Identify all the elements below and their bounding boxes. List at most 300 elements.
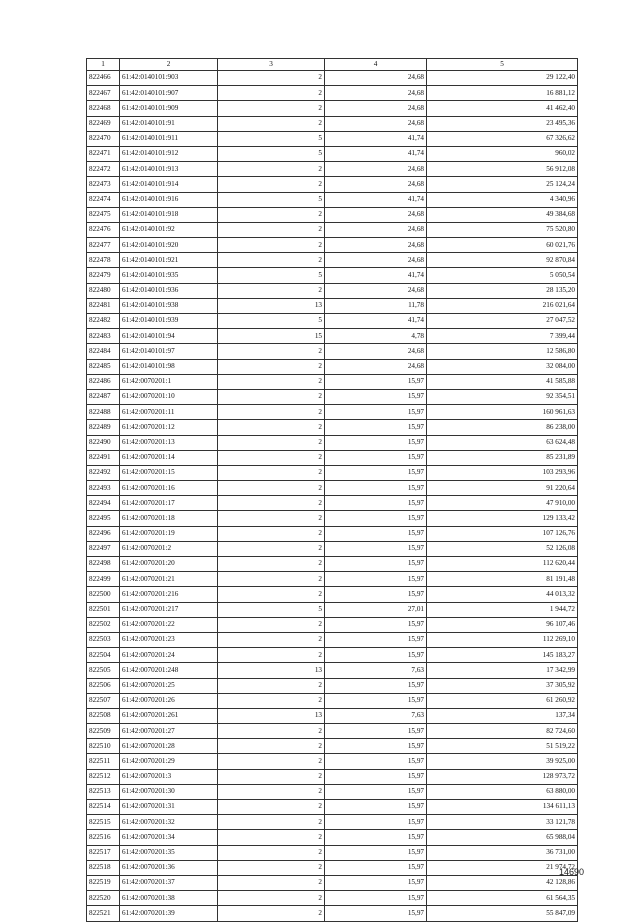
cadastral-number-cell: 61:42:0070201:261 (120, 708, 218, 723)
row-number-cell: 822470 (87, 131, 120, 146)
amount-cell: 61 260,92 (427, 693, 578, 708)
count-cell: 2 (218, 450, 325, 465)
amount-cell: 25 124,24 (427, 177, 578, 192)
row-number-cell: 822501 (87, 602, 120, 617)
table-row (87, 784, 578, 799)
cadastral-number-cell: 61:42:0070201:217 (120, 602, 218, 617)
table-row (87, 192, 578, 207)
count-cell: 2 (218, 541, 325, 556)
count-cell: 2 (218, 557, 325, 572)
cadastral-number-cell: 61:42:0070201:16 (120, 481, 218, 496)
row-number-cell: 822484 (87, 344, 120, 359)
table-row (87, 815, 578, 830)
amount-cell: 129 133,42 (427, 511, 578, 526)
rate-cell: 15,97 (325, 405, 427, 420)
count-cell: 2 (218, 754, 325, 769)
count-cell: 2 (218, 860, 325, 875)
count-cell: 2 (218, 678, 325, 693)
amount-cell: 52 126,08 (427, 541, 578, 556)
row-number-cell: 822477 (87, 238, 120, 253)
rate-cell: 15,97 (325, 830, 427, 845)
amount-cell: 41 462,40 (427, 101, 578, 116)
table-row (87, 769, 578, 784)
count-cell: 2 (218, 891, 325, 906)
amount-cell: 16 881,12 (427, 86, 578, 101)
table-row (87, 754, 578, 769)
amount-cell: 49 384,68 (427, 207, 578, 222)
row-number-cell: 822494 (87, 496, 120, 511)
rate-cell: 24,68 (325, 344, 427, 359)
amount-cell: 29 122,40 (427, 71, 578, 86)
count-cell: 5 (218, 268, 325, 283)
table-row (87, 222, 578, 237)
rate-cell: 15,97 (325, 800, 427, 815)
amount-cell: 85 231,89 (427, 450, 578, 465)
count-cell: 5 (218, 131, 325, 146)
table-row (87, 526, 578, 541)
cadastral-number-cell: 61:42:0070201:36 (120, 860, 218, 875)
amount-cell: 92 354,51 (427, 389, 578, 404)
cadastral-number-cell: 61:42:0140101:94 (120, 329, 218, 344)
table-row (87, 708, 578, 723)
rate-cell: 24,68 (325, 177, 427, 192)
cadastral-number-cell: 61:42:0070201:37 (120, 875, 218, 890)
row-number-cell: 822498 (87, 557, 120, 572)
row-number-cell: 822480 (87, 283, 120, 298)
cadastral-number-cell: 61:42:0070201:216 (120, 587, 218, 602)
table-row (87, 465, 578, 480)
cadastral-number-cell: 61:42:0140101:916 (120, 192, 218, 207)
row-number-cell: 822486 (87, 374, 120, 389)
cadastral-number-cell: 61:42:0070201:24 (120, 648, 218, 663)
count-cell: 2 (218, 511, 325, 526)
rate-cell: 15,97 (325, 572, 427, 587)
amount-cell: 63 624,48 (427, 435, 578, 450)
table-row (87, 739, 578, 754)
rate-cell: 41,74 (325, 192, 427, 207)
rate-cell: 24,68 (325, 101, 427, 116)
count-cell: 2 (218, 800, 325, 815)
row-number-cell: 822520 (87, 891, 120, 906)
count-cell: 2 (218, 587, 325, 602)
column-header-2: 2 (120, 59, 218, 71)
cadastral-number-cell: 61:42:0070201:22 (120, 617, 218, 632)
cadastral-number-cell: 61:42:0070201:248 (120, 663, 218, 678)
cadastral-number-cell: 61:42:0140101:91 (120, 116, 218, 131)
rate-cell: 15,97 (325, 860, 427, 875)
page-number: 14690 (558, 867, 584, 877)
table-row (87, 800, 578, 815)
cadastral-number-cell: 61:42:0070201:38 (120, 891, 218, 906)
cadastral-number-cell: 61:42:0070201:18 (120, 511, 218, 526)
table-row (87, 359, 578, 374)
cadastral-number-cell: 61:42:0140101:903 (120, 71, 218, 86)
row-number-cell: 822519 (87, 875, 120, 890)
row-number-cell: 822471 (87, 146, 120, 161)
rate-cell: 15,97 (325, 906, 427, 921)
cadastral-number-cell: 61:42:0070201:30 (120, 784, 218, 799)
table-row (87, 557, 578, 572)
count-cell: 5 (218, 314, 325, 329)
data-table (86, 58, 578, 922)
count-cell: 5 (218, 192, 325, 207)
cadastral-number-cell: 61:42:0140101:912 (120, 146, 218, 161)
count-cell: 2 (218, 632, 325, 647)
cadastral-number-cell: 61:42:0070201:34 (120, 830, 218, 845)
row-number-cell: 822473 (87, 177, 120, 192)
table-row (87, 86, 578, 101)
cadastral-number-cell: 61:42:0140101:914 (120, 177, 218, 192)
row-number-cell: 822513 (87, 784, 120, 799)
count-cell: 2 (218, 86, 325, 101)
rate-cell: 15,97 (325, 511, 427, 526)
rate-cell: 15,97 (325, 678, 427, 693)
row-number-cell: 822509 (87, 724, 120, 739)
amount-cell: 137,34 (427, 708, 578, 723)
rate-cell: 11,78 (325, 298, 427, 313)
table-body (87, 71, 578, 922)
amount-cell: 61 564,35 (427, 891, 578, 906)
cadastral-number-cell: 61:42:0070201:25 (120, 678, 218, 693)
row-number-cell: 822506 (87, 678, 120, 693)
table-row (87, 405, 578, 420)
table-header (87, 59, 578, 71)
amount-cell: 65 988,04 (427, 830, 578, 845)
amount-cell: 28 135,20 (427, 283, 578, 298)
row-number-cell: 822497 (87, 541, 120, 556)
row-number-cell: 822499 (87, 572, 120, 587)
cadastral-number-cell: 61:42:0140101:97 (120, 344, 218, 359)
count-cell: 2 (218, 465, 325, 480)
rate-cell: 15,97 (325, 739, 427, 754)
table-row (87, 830, 578, 845)
cadastral-number-cell: 61:42:0140101:909 (120, 101, 218, 116)
cadastral-number-cell: 61:42:0070201:19 (120, 526, 218, 541)
cadastral-number-cell: 61:42:0070201:31 (120, 800, 218, 815)
count-cell: 2 (218, 769, 325, 784)
row-number-cell: 822516 (87, 830, 120, 845)
row-number-cell: 822476 (87, 222, 120, 237)
cadastral-number-cell: 61:42:0070201:11 (120, 405, 218, 420)
table-row (87, 693, 578, 708)
table-row (87, 845, 578, 860)
table-row (87, 283, 578, 298)
count-cell: 2 (218, 906, 325, 921)
row-number-cell: 822514 (87, 800, 120, 815)
row-number-cell: 822505 (87, 663, 120, 678)
cadastral-number-cell: 61:42:0070201:21 (120, 572, 218, 587)
amount-cell: 44 013,32 (427, 587, 578, 602)
count-cell: 2 (218, 815, 325, 830)
amount-cell: 41 585,88 (427, 374, 578, 389)
amount-cell: 112 269,10 (427, 632, 578, 647)
count-cell: 2 (218, 739, 325, 754)
cadastral-number-cell: 61:42:0070201:10 (120, 389, 218, 404)
count-cell: 2 (218, 526, 325, 541)
table-row (87, 71, 578, 86)
rate-cell: 24,68 (325, 162, 427, 177)
row-number-cell: 822475 (87, 207, 120, 222)
table-row (87, 314, 578, 329)
column-header-3: 3 (218, 59, 325, 71)
cadastral-number-cell: 61:42:0070201:26 (120, 693, 218, 708)
row-number-cell: 822502 (87, 617, 120, 632)
count-cell: 5 (218, 602, 325, 617)
rate-cell: 24,68 (325, 283, 427, 298)
rate-cell: 15,97 (325, 389, 427, 404)
row-number-cell: 822468 (87, 101, 120, 116)
amount-cell: 134 611,13 (427, 800, 578, 815)
table-row (87, 253, 578, 268)
table-row (87, 663, 578, 678)
rate-cell: 41,74 (325, 314, 427, 329)
cadastral-number-cell: 61:42:0070201:17 (120, 496, 218, 511)
count-cell: 2 (218, 617, 325, 632)
rate-cell: 24,68 (325, 253, 427, 268)
table-row (87, 207, 578, 222)
count-cell: 5 (218, 146, 325, 161)
row-number-cell: 822479 (87, 268, 120, 283)
rate-cell: 15,97 (325, 815, 427, 830)
amount-cell: 91 220,64 (427, 481, 578, 496)
amount-cell: 47 910,00 (427, 496, 578, 511)
cadastral-number-cell: 61:42:0140101:920 (120, 238, 218, 253)
amount-cell: 33 121,78 (427, 815, 578, 830)
rate-cell: 7,63 (325, 663, 427, 678)
row-number-cell: 822521 (87, 906, 120, 921)
amount-cell: 86 238,00 (427, 420, 578, 435)
rate-cell: 15,97 (325, 724, 427, 739)
row-number-cell: 822467 (87, 86, 120, 101)
amount-cell: 128 973,72 (427, 769, 578, 784)
cadastral-number-cell: 61:42:0070201:14 (120, 450, 218, 465)
table-row (87, 572, 578, 587)
amount-cell: 12 586,80 (427, 344, 578, 359)
row-number-cell: 822485 (87, 359, 120, 374)
row-number-cell: 822474 (87, 192, 120, 207)
table-row (87, 450, 578, 465)
table-row (87, 541, 578, 556)
rate-cell: 15,97 (325, 587, 427, 602)
count-cell: 2 (218, 253, 325, 268)
count-cell: 2 (218, 283, 325, 298)
cadastral-number-cell: 61:42:0140101:936 (120, 283, 218, 298)
rate-cell: 15,97 (325, 891, 427, 906)
row-number-cell: 822488 (87, 405, 120, 420)
count-cell: 2 (218, 845, 325, 860)
row-number-cell: 822510 (87, 739, 120, 754)
table-row (87, 344, 578, 359)
cadastral-number-cell: 61:42:0070201:15 (120, 465, 218, 480)
cadastral-number-cell: 61:42:0070201:2 (120, 541, 218, 556)
count-cell: 2 (218, 238, 325, 253)
amount-cell: 5 050,54 (427, 268, 578, 283)
amount-cell: 81 191,48 (427, 572, 578, 587)
amount-cell: 103 293,96 (427, 465, 578, 480)
count-cell: 2 (218, 101, 325, 116)
amount-cell: 21 974,72 (427, 860, 578, 875)
count-cell: 13 (218, 663, 325, 678)
rate-cell: 24,68 (325, 86, 427, 101)
cadastral-number-cell: 61:42:0070201:12 (120, 420, 218, 435)
rate-cell: 24,68 (325, 359, 427, 374)
cadastral-number-cell: 61:42:0070201:23 (120, 632, 218, 647)
count-cell: 2 (218, 572, 325, 587)
rate-cell: 41,74 (325, 131, 427, 146)
amount-cell: 32 084,00 (427, 359, 578, 374)
count-cell: 15 (218, 329, 325, 344)
rate-cell: 15,97 (325, 769, 427, 784)
cadastral-number-cell: 61:42:0140101:935 (120, 268, 218, 283)
rate-cell: 24,68 (325, 71, 427, 86)
rate-cell: 15,97 (325, 465, 427, 480)
amount-cell: 42 128,86 (427, 875, 578, 890)
row-number-cell: 822507 (87, 693, 120, 708)
count-cell: 2 (218, 724, 325, 739)
amount-cell: 7 399,44 (427, 329, 578, 344)
table-row (87, 298, 578, 313)
table-row (87, 389, 578, 404)
count-cell: 2 (218, 435, 325, 450)
table-row (87, 678, 578, 693)
amount-cell: 96 107,46 (427, 617, 578, 632)
cadastral-number-cell: 61:42:0070201:29 (120, 754, 218, 769)
header-row (87, 59, 578, 71)
count-cell: 2 (218, 207, 325, 222)
rate-cell: 15,97 (325, 481, 427, 496)
amount-cell: 27 047,52 (427, 314, 578, 329)
row-number-cell: 822490 (87, 435, 120, 450)
count-cell: 2 (218, 405, 325, 420)
count-cell: 2 (218, 693, 325, 708)
count-cell: 2 (218, 177, 325, 192)
amount-cell: 82 724,60 (427, 724, 578, 739)
table-row (87, 131, 578, 146)
cadastral-number-cell: 61:42:0070201:32 (120, 815, 218, 830)
row-number-cell: 822492 (87, 465, 120, 480)
cadastral-number-cell: 61:42:0140101:98 (120, 359, 218, 374)
count-cell: 2 (218, 359, 325, 374)
cadastral-number-cell: 61:42:0140101:918 (120, 207, 218, 222)
amount-cell: 216 021,64 (427, 298, 578, 313)
count-cell: 2 (218, 830, 325, 845)
rate-cell: 15,97 (325, 784, 427, 799)
rate-cell: 4,78 (325, 329, 427, 344)
cadastral-number-cell: 61:42:0140101:92 (120, 222, 218, 237)
rate-cell: 24,68 (325, 207, 427, 222)
amount-cell: 60 021,76 (427, 238, 578, 253)
count-cell: 2 (218, 116, 325, 131)
count-cell: 2 (218, 344, 325, 359)
amount-cell: 145 183,27 (427, 648, 578, 663)
cadastral-number-cell: 61:42:0140101:921 (120, 253, 218, 268)
row-number-cell: 822483 (87, 329, 120, 344)
amount-cell: 63 880,00 (427, 784, 578, 799)
rate-cell: 41,74 (325, 268, 427, 283)
row-number-cell: 822495 (87, 511, 120, 526)
rate-cell: 41,74 (325, 146, 427, 161)
rate-cell: 15,97 (325, 617, 427, 632)
amount-cell: 23 495,36 (427, 116, 578, 131)
rate-cell: 15,97 (325, 374, 427, 389)
rate-cell: 15,97 (325, 526, 427, 541)
row-number-cell: 822503 (87, 632, 120, 647)
cadastral-number-cell: 61:42:0070201:35 (120, 845, 218, 860)
cadastral-number-cell: 61:42:0070201:3 (120, 769, 218, 784)
count-cell: 2 (218, 648, 325, 663)
table-row (87, 891, 578, 906)
row-number-cell: 822491 (87, 450, 120, 465)
amount-cell: 107 126,76 (427, 526, 578, 541)
amount-cell: 960,02 (427, 146, 578, 161)
rate-cell: 15,97 (325, 754, 427, 769)
count-cell: 2 (218, 389, 325, 404)
table-row (87, 511, 578, 526)
rate-cell: 15,97 (325, 557, 427, 572)
cadastral-number-cell: 61:42:0070201:28 (120, 739, 218, 754)
table-row (87, 238, 578, 253)
count-cell: 2 (218, 71, 325, 86)
count-cell: 2 (218, 784, 325, 799)
amount-cell: 67 326,62 (427, 131, 578, 146)
table-row (87, 101, 578, 116)
row-number-cell: 822466 (87, 71, 120, 86)
count-cell: 2 (218, 496, 325, 511)
table-row (87, 374, 578, 389)
row-number-cell: 822496 (87, 526, 120, 541)
rate-cell: 15,97 (325, 496, 427, 511)
count-cell: 2 (218, 222, 325, 237)
cadastral-number-cell: 61:42:0070201:20 (120, 557, 218, 572)
amount-cell: 51 519,22 (427, 739, 578, 754)
table-row (87, 481, 578, 496)
table-row (87, 116, 578, 131)
amount-cell: 160 961,63 (427, 405, 578, 420)
table-row (87, 875, 578, 890)
cadastral-number-cell: 61:42:0140101:911 (120, 131, 218, 146)
rate-cell: 15,97 (325, 845, 427, 860)
row-number-cell: 822487 (87, 389, 120, 404)
rate-cell: 15,97 (325, 420, 427, 435)
table-row (87, 268, 578, 283)
amount-cell: 17 342,99 (427, 663, 578, 678)
row-number-cell: 822481 (87, 298, 120, 313)
table-row (87, 617, 578, 632)
table-row (87, 496, 578, 511)
cadastral-number-cell: 61:42:0140101:938 (120, 298, 218, 313)
table-row (87, 435, 578, 450)
row-number-cell: 822493 (87, 481, 120, 496)
rate-cell: 15,97 (325, 541, 427, 556)
row-number-cell: 822511 (87, 754, 120, 769)
count-cell: 13 (218, 298, 325, 313)
amount-cell: 112 620,44 (427, 557, 578, 572)
cadastral-number-cell: 61:42:0070201:13 (120, 435, 218, 450)
count-cell: 2 (218, 875, 325, 890)
rate-cell: 24,68 (325, 238, 427, 253)
table-row (87, 724, 578, 739)
column-header-5: 5 (427, 59, 578, 71)
amount-cell: 37 305,92 (427, 678, 578, 693)
amount-cell: 36 731,00 (427, 845, 578, 860)
rate-cell: 24,68 (325, 222, 427, 237)
row-number-cell: 822489 (87, 420, 120, 435)
row-number-cell: 822517 (87, 845, 120, 860)
table-row (87, 632, 578, 647)
row-number-cell: 822518 (87, 860, 120, 875)
row-number-cell: 822512 (87, 769, 120, 784)
rate-cell: 15,97 (325, 632, 427, 647)
